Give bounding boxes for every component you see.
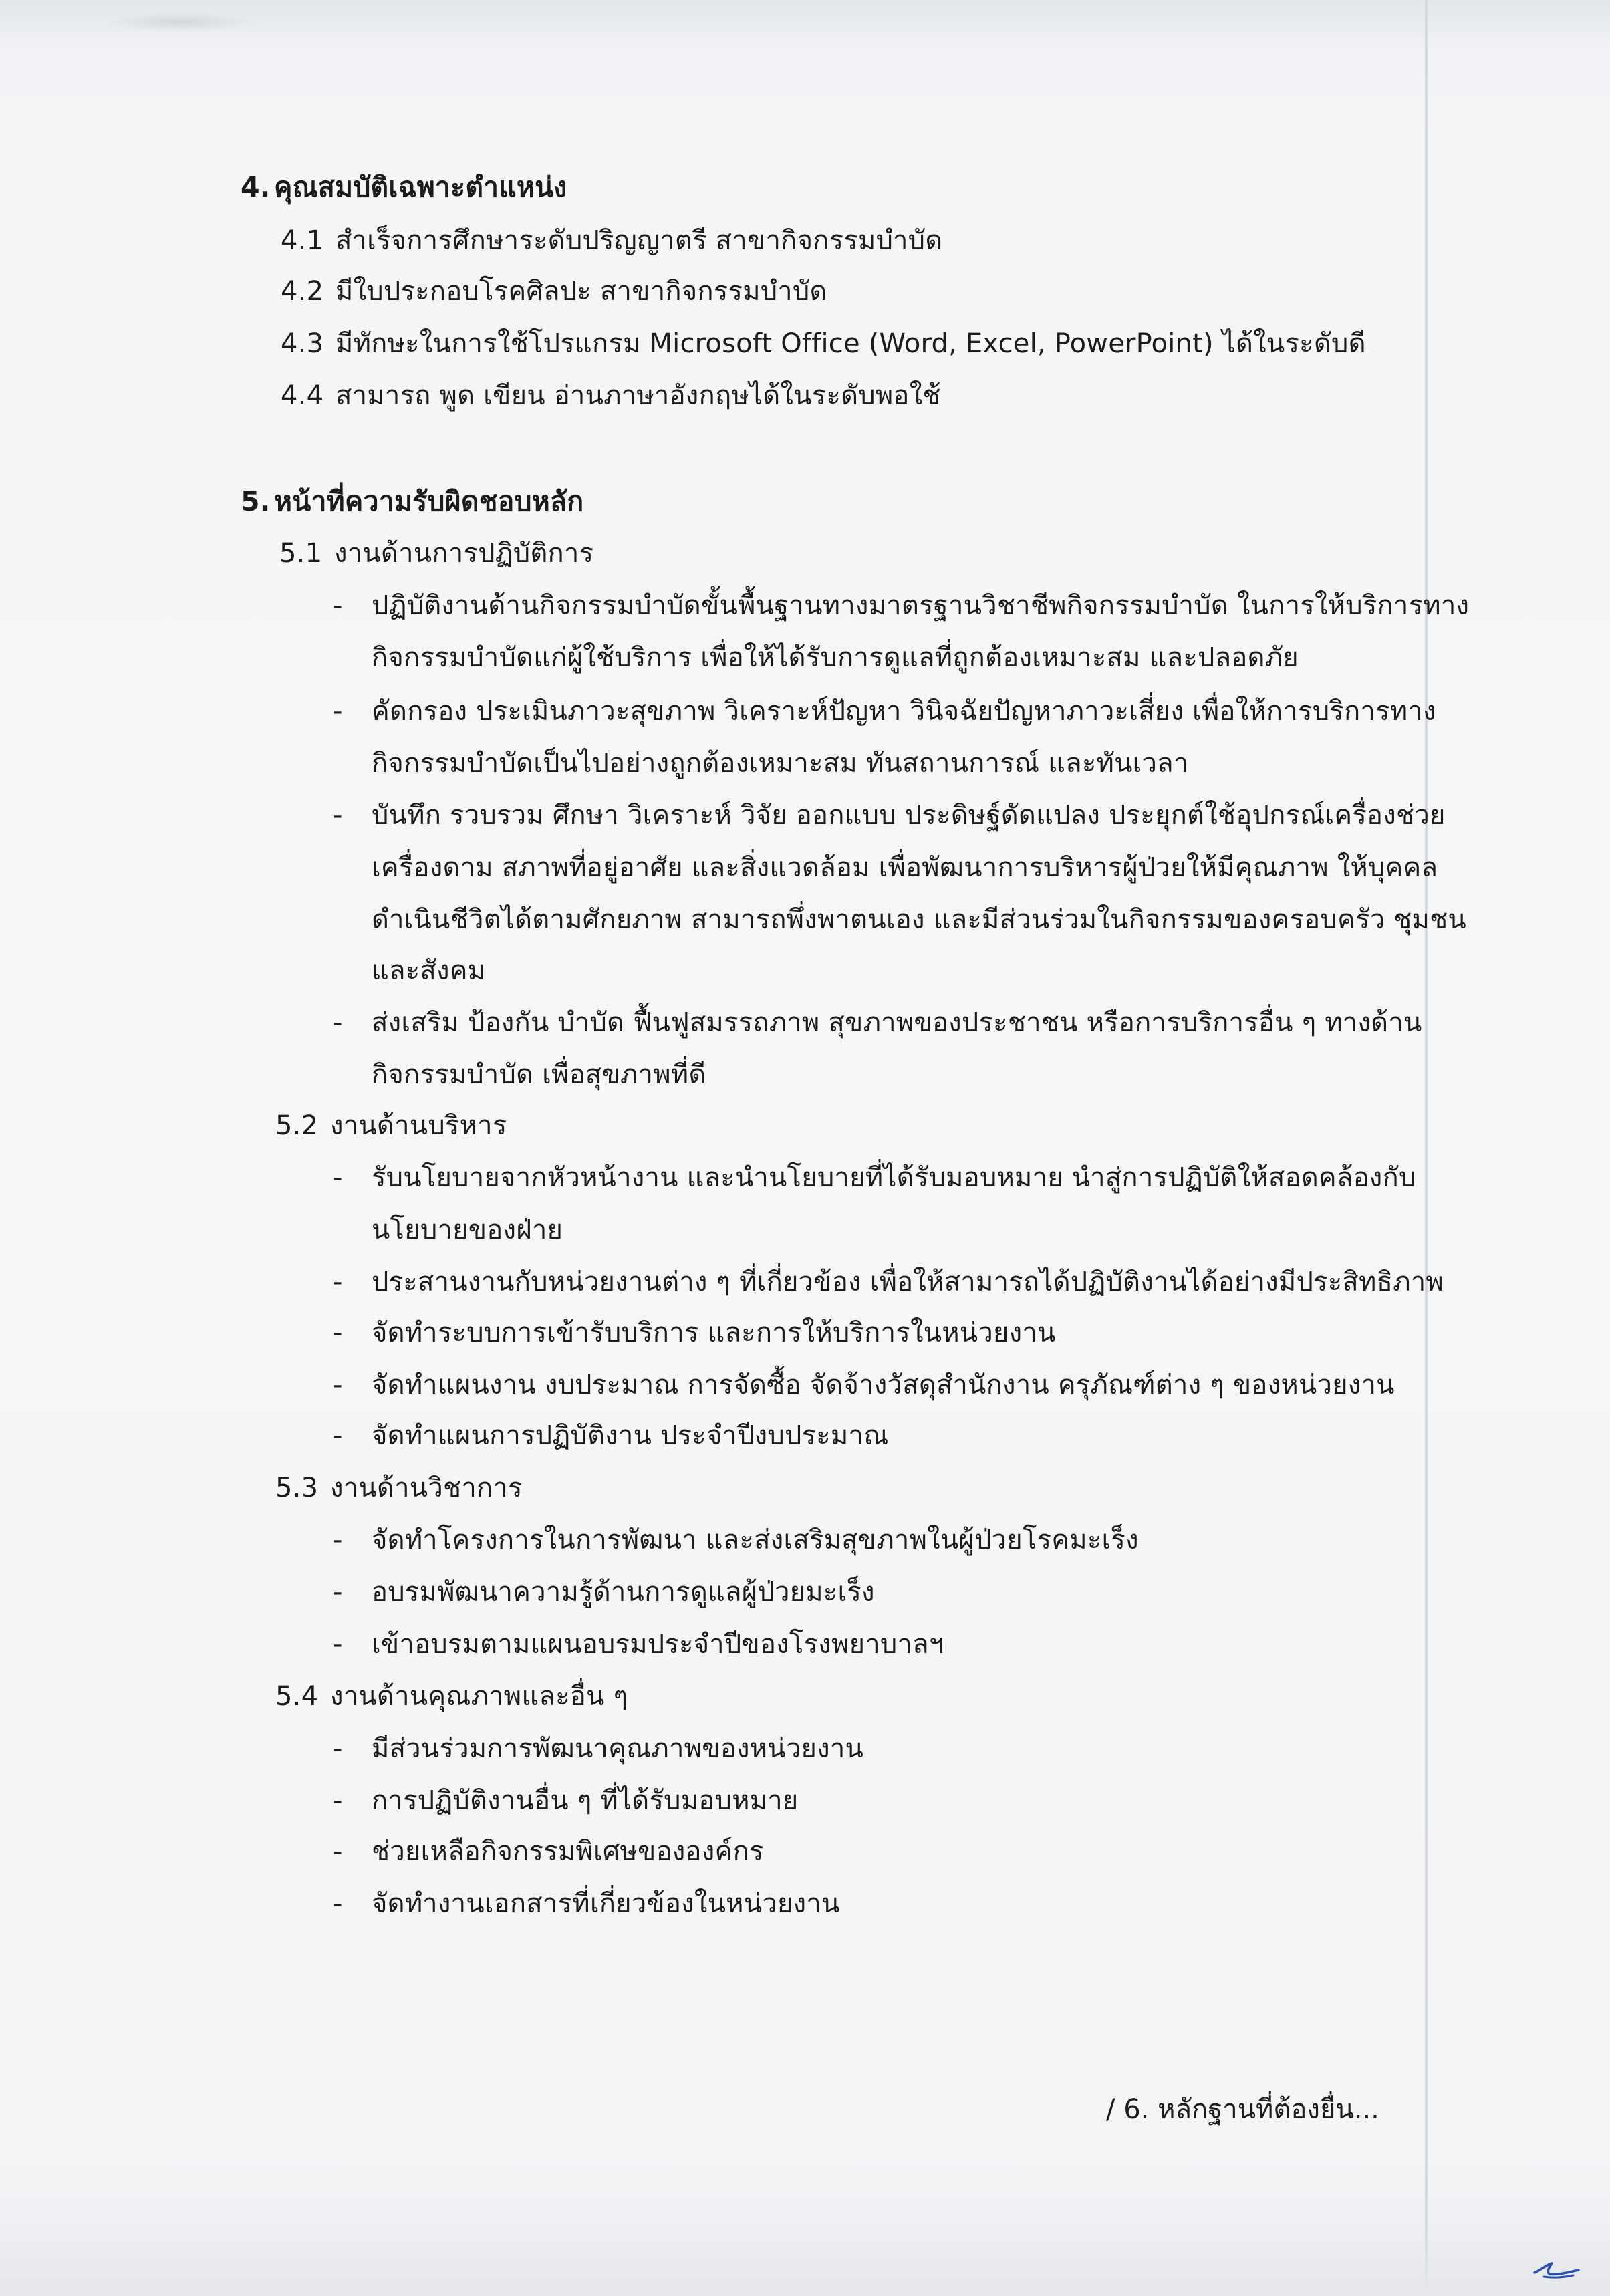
bullet-dash: - (333, 1888, 343, 1919)
page-fold-line (1425, 0, 1428, 2296)
subsection-number: 5.2 (275, 1110, 319, 1141)
bullet-text-line: เครื่องดาม สภาพที่อยู่อาศัย และสิ่งแวดล้อม เพื่อพัฒนาการบริหารผู้ป่วยให้มีคุณภาพ ให้บุคคล (372, 852, 1438, 883)
item-number: 4.4 (281, 380, 324, 411)
bullet-text-line: ส่งเสริม ป้องกัน บำบัด ฟื้นฟูสมรรถภาพ สุขภาพของประชาชน หรือการบริการอื่น ๆ ทางด้าน (372, 1007, 1422, 1038)
bullet-dash: - (333, 1162, 343, 1193)
bullet-dash: - (333, 1525, 343, 1555)
subsection-title: งานด้านคุณภาพและอื่น ๆ (330, 1681, 628, 1712)
section-number: 5. (241, 485, 271, 517)
bullet-text-line: จัดทำโครงการในการพัฒนา และส่งเสริมสุขภาพในผู้ป่วยโรคมะเร็ง (372, 1525, 1139, 1555)
item-text: มีใบประกอบโรคศิลปะ สาขากิจกรรมบำบัด (336, 276, 827, 307)
item-text: มีทักษะในการใช้โปรแกรม Microsoft Office (Word, Excel, PowerPoint) ได้ในระดับดี (336, 328, 1366, 359)
bullet-text-line: จัดทำระบบการเข้ารับบริการ และการให้บริการในหน่วยงาน (372, 1317, 1056, 1348)
item-text: สำเร็จการศึกษาระดับปริญญาตรี สาขากิจกรรมบำบัด (336, 225, 943, 256)
list-item (281, 377, 941, 414)
bullet-text-line: นโยบายของฝ่าย (372, 1215, 563, 1245)
bullet-text-line: คัดกรอง ประเมินภาวะสุขภาพ วิเคราะห์ปัญหา วินิจฉัยปัญหาภาวะเสี่ยง เพื่อให้การบริการทาง (372, 696, 1436, 727)
bullet-text-line: อบรมพัฒนาความรู้ด้านการดูแลผู้ป่วยมะเร็ง (372, 1577, 875, 1608)
bullet-text-line: และสังคม (372, 955, 486, 986)
scan-smudge (107, 12, 254, 32)
bullet-dash: - (333, 1317, 343, 1348)
item-number: 4.2 (281, 276, 324, 307)
bullet-text-line: มีส่วนร่วมการพัฒนาคุณภาพของหน่วยงาน (372, 1733, 864, 1764)
bullet-dash: - (333, 1577, 343, 1608)
bullet-dash: - (333, 1836, 343, 1867)
bullet-text-line: จัดทำงานเอกสารที่เกี่ยวข้องในหน่วยงาน (372, 1888, 840, 1919)
subsection-heading (275, 1678, 628, 1715)
section-number: 4. (241, 171, 271, 203)
bullet-dash: - (333, 1007, 343, 1038)
subsection-title: งานด้านการปฏิบัติการ (334, 538, 594, 569)
bullet-dash: - (333, 696, 343, 727)
bullet-text-line: รับนโยบายจากหัวหน้างาน และนำนโยบายที่ได้รับมอบหมาย นำสู่การปฏิบัติให้สอดคล้องกับ (372, 1162, 1416, 1193)
handwritten-ink-mark (1529, 2258, 1583, 2281)
subsection-title: งานด้านบริหาร (330, 1110, 507, 1141)
continuation-note: / 6. หลักฐานที่ต้องยื่น... (1106, 2094, 1379, 2125)
item-number: 4.3 (281, 328, 324, 359)
section-title: คุณสมบัติเฉพาะตำแหน่ง (274, 171, 567, 203)
section-5-heading (241, 483, 583, 520)
subsection-heading (275, 1107, 507, 1144)
subsection-title: งานด้านวิชาการ (330, 1473, 523, 1503)
bullet-dash: - (333, 1733, 343, 1764)
bullet-text-line: กิจกรรมบำบัดแก่ผู้ใช้บริการ เพื่อให้ได้รับการดูแลที่ถูกต้องเหมาะสม และปลอดภัย (372, 642, 1299, 673)
bullet-text-line: ช่วยเหลือกิจกรรมพิเศษขององค์กร (372, 1836, 764, 1867)
bullet-dash: - (333, 1629, 343, 1660)
scan-bottom-shade (0, 2226, 1610, 2296)
section-4-heading (241, 168, 567, 206)
item-number: 4.1 (281, 225, 324, 256)
bullet-dash: - (333, 1267, 343, 1297)
item-text: สามารถ พูด เขียน อ่านภาษาอังกฤษได้ในระดับพอใช้ (336, 380, 941, 411)
bullet-text-line: กิจกรรมบำบัดเป็นไปอย่างถูกต้องเหมาะสม ทันสถานการณ์ และทันเวลา (372, 748, 1189, 779)
bullet-text-line: ประสานงานกับหน่วยงานต่าง ๆ ที่เกี่ยวข้อง เพื่อให้สามารถได้ปฏิบัติงานได้อย่างมีประสิทธิภาพ (372, 1267, 1444, 1297)
bullet-text-line: ปฏิบัติงานด้านกิจกรรมบำบัดขั้นพื้นฐานทางมาตรฐานวิชาชีพกิจกรรมบำบัด ในการให้บริการทาง (372, 590, 1470, 621)
list-item (281, 325, 1366, 362)
bullet-text-line: เข้าอบรมตามแผนอบรมประจำปีของโรงพยาบาลฯ (372, 1629, 944, 1660)
bullet-dash: - (333, 1785, 343, 1816)
bullet-dash: - (333, 800, 343, 831)
bullet-text-line: กิจกรรมบำบัด เพื่อสุขภาพที่ดี (372, 1059, 706, 1090)
bullet-text-line: บันทึก รวบรวม ศึกษา วิเคราะห์ วิจัย ออกแบบ ประดิษฐ์ดัดแปลง ประยุกต์ใช้อุปกรณ์เครื่องช่วย (372, 800, 1446, 831)
bullet-text-line: ดำเนินชีวิตได้ตามศักยภาพ สามารถพึ่งพาตนเอง และมีส่วนร่วมในกิจกรรมของครอบครัว ชุมชน (372, 904, 1466, 935)
bullet-dash: - (333, 1420, 343, 1451)
list-item (281, 273, 827, 310)
bullet-text-line: จัดทำแผนงาน งบประมาณ การจัดซื้อ จัดจ้างวัสดุสำนักงาน ครุภัณฑ์ต่าง ๆ ของหน่วยงาน (372, 1370, 1395, 1400)
bullet-text-line: จัดทำแผนการปฏิบัติงาน ประจำปีงบประมาณ (372, 1420, 889, 1451)
bullet-dash: - (333, 590, 343, 621)
subsection-heading (275, 1469, 523, 1507)
bullet-text-line: การปฏิบัติงานอื่น ๆ ที่ได้รับมอบหมาย (372, 1785, 799, 1816)
subsection-number: 5.3 (275, 1473, 319, 1503)
list-item (281, 222, 942, 259)
subsection-heading (279, 535, 593, 572)
section-title: หน้าที่ความรับผิดชอบหลัก (274, 485, 584, 517)
bullet-dash: - (333, 1370, 343, 1400)
subsection-number: 5.4 (275, 1681, 319, 1712)
subsection-number: 5.1 (279, 538, 323, 569)
